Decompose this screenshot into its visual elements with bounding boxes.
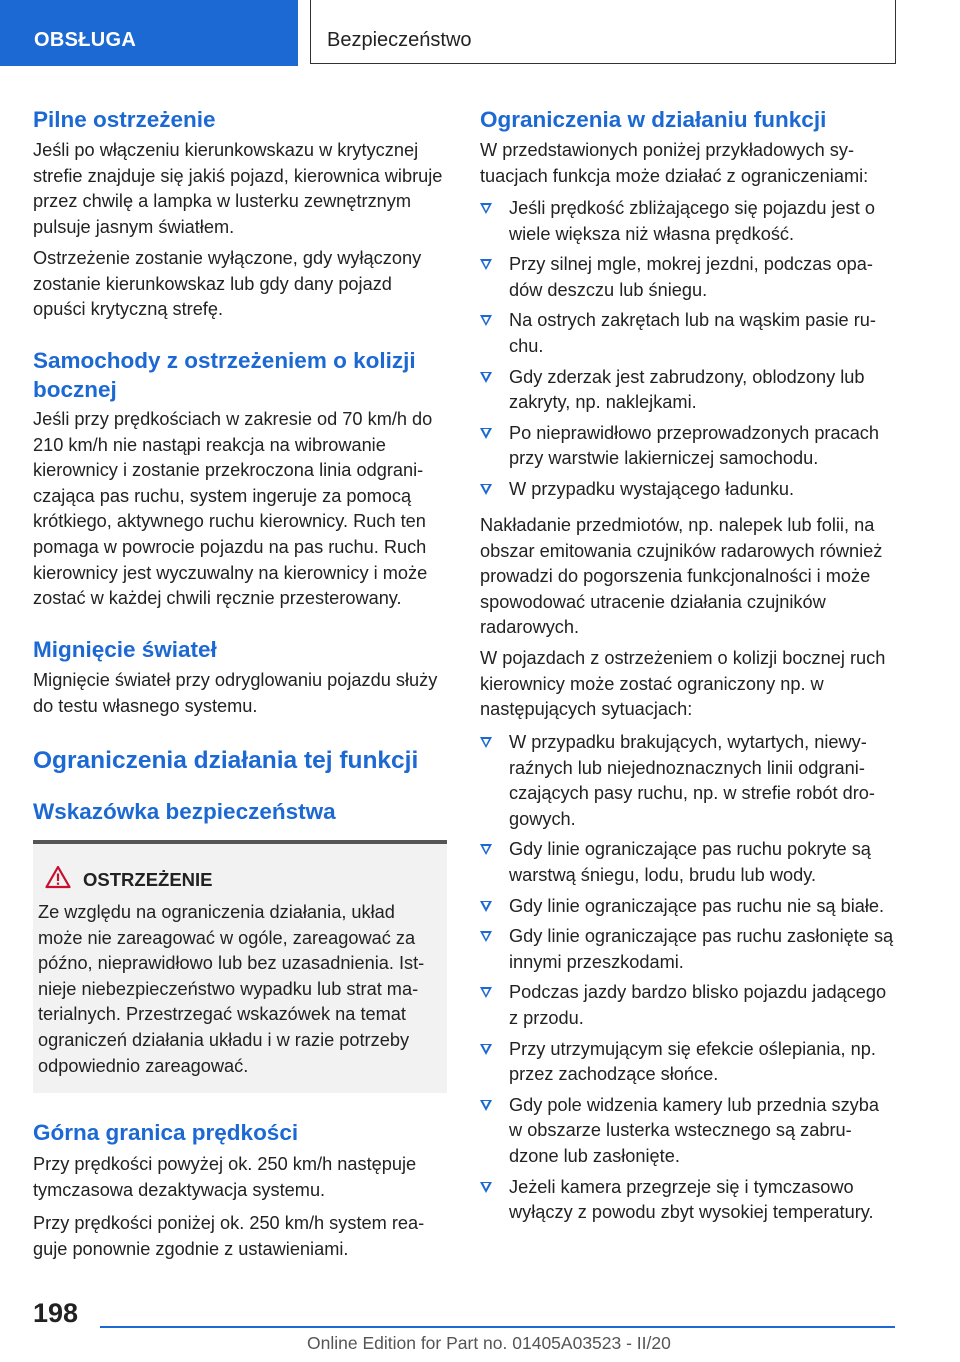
list-item: Na ostrych zakrętach lub na wąskim pasie ruchu. — [480, 308, 894, 359]
list-item: Przy utrzymującym się efekcie oślepiania, np. przez zachodzące słońce. — [480, 1037, 894, 1088]
restrictions-list — [480, 196, 894, 503]
triangle-bullet-icon — [480, 987, 492, 998]
warning-text: Ze względu na ograniczenia działania, układ może nie zareagować w ogóle, zareagować za późno, nieprawidłowo lub bez uzasadnienia. Istnieje niebezpieczeństwo wypadku lub strat materialnych. Przestrzegać wskazówek na temat ograniczeń działania układu i w razie potrzeby odpowiednio zareagować. — [38, 902, 425, 1076]
warning-triangle-icon — [45, 865, 71, 889]
triangle-bullet-icon — [480, 484, 492, 495]
paragraph-side-collision: Jeśli przy prędkościach w zakresie od 70 km/h do 210 km/h nie nastąpi reakcja na wibrowanie kierownicy i zostanie przekroczona linia odgraniczająca pas ruchu, system ingeruje za pomocą krótkiego, aktywnego ruchu kierownicy. Ruch ten pomaga w powrocie pojazdu na pas ruchu. Ruch kierownicy jest wyczuwalny na kierownicy i może zostać w każdej chwili ręcznie przesterowany. — [33, 409, 433, 609]
paragraph-speed-2: Przy prędkości poniżej ok. 250 km/h system reaguje ponownie zgodnie z ustawieniami. — [33, 1213, 425, 1259]
paragraph-stickers: Nakładanie przedmiotów, np. nalepek lub folii, na obszar emitowania czujników radarowych również prowadzi do pogorszenia funkcjonalności i może spowodować utracenie działania czujników radarowych. — [480, 515, 883, 638]
triangle-bullet-icon — [480, 1182, 492, 1193]
paragraph-speed-1: Przy prędkości powyżej ok. 250 km/h następuje tymczasowa dezaktywacja systemu. — [33, 1154, 417, 1200]
steering-limits-list — [480, 730, 894, 1226]
list-item: Po nieprawidłowo przeprowadzonych pracach przy warstwie lakierniczej samochodu. — [480, 421, 894, 472]
list-item: Gdy zderzak jest zabrudzony, oblodzony lub zakryty, np. naklejkami. — [480, 365, 894, 416]
list-item: Gdy linie ograniczające pas ruchu pokryte są warstwą śniegu, lodu, brudu lub wody. — [480, 837, 894, 888]
triangle-bullet-icon — [480, 372, 492, 383]
list-item: Przy silnej mgle, mokrej jezdni, podczas opadów deszczu lub śniegu. — [480, 252, 894, 303]
triangle-bullet-icon — [480, 931, 492, 942]
triangle-bullet-icon — [480, 259, 492, 270]
warning-title-row — [83, 868, 437, 892]
heading-safety-note: Wskazówka bezpieczeństwa — [33, 799, 336, 824]
triangle-bullet-icon — [480, 737, 492, 748]
heading-side-collision: Samochody z ostrzeżeniem o kolizji bocznej — [33, 348, 416, 402]
list-item: Gdy linie ograniczające pas ruchu zasłonięte są innymi przeszkodami. — [480, 924, 894, 975]
triangle-bullet-icon — [480, 901, 492, 912]
triangle-bullet-icon — [480, 203, 492, 214]
list-item: Jeśli prędkość zbliżającego się pojazdu jest o wiele większa niż własna prędkość. — [480, 196, 894, 247]
chapter-tab: Bezpieczeństwo — [310, 0, 896, 64]
triangle-bullet-icon — [480, 428, 492, 439]
triangle-bullet-icon — [480, 1100, 492, 1111]
heading-speed-limit: Górna granica prędkości — [33, 1120, 299, 1145]
triangle-bullet-icon — [480, 844, 492, 855]
heading-function-restrictions: Ograniczenia w działaniu funkcji — [480, 107, 827, 132]
paragraph-restrictions-intro: W przedstawionych poniżej przykładowych sytuacjach funkcja może działać z ograniczeniami: — [480, 140, 869, 186]
section-tab: OBSŁUGA — [0, 0, 298, 66]
paragraph-urgent-1: Jeśli po włączeniu kierunkowskazu w krytycznej strefie znajduje się jakiś pojazd, kierownica wibruje przez chwilę a lampka w lusterku zewnętrznym pulsuje jasnym światłem. — [33, 140, 443, 237]
paragraph-side-vehicles: W pojazdach z ostrzeżeniem o kolizji bocznej ruch kierownicy może zostać ograniczony np. w następujących sytuacjach: — [480, 648, 886, 720]
page-header — [0, 0, 960, 66]
footer-divider — [100, 1326, 895, 1328]
edition-note: Online Edition for Part no. 01405A03523 - II/20 — [307, 1333, 671, 1353]
warning-title: OSTRZEŻENIE — [83, 869, 213, 890]
paragraph-light-flash: Mignięcie świateł przy odryglowaniu pojazdu służy do testu własnego systemu. — [33, 670, 438, 716]
heading-urgent-warning: Pilne ostrzeżenie — [33, 107, 216, 132]
list-item: W przypadku brakujących, wytartych, niewyraźnych lub niejednoznacznych linii odgraniczających pasy ruchu, np. w strefie robót drogowych. — [480, 730, 894, 832]
page-number: 198 — [33, 1298, 79, 1328]
heading-function-limits: Ograniczenia działania tej funkcji — [33, 747, 419, 774]
list-item: W przypadku wystającego ładunku. — [480, 477, 894, 503]
list-item: Jeżeli kamera przegrzeje się i tymczasowo wyłączy z powodu zbyt wysokiej temperatury. — [480, 1175, 894, 1226]
list-item: Podczas jazdy bardzo blisko pojazdu jadącego z przodu. — [480, 980, 894, 1031]
triangle-bullet-icon — [480, 1044, 492, 1055]
list-item: Gdy linie ograniczające pas ruchu nie są białe. — [480, 894, 894, 920]
triangle-bullet-icon — [480, 315, 492, 326]
warning-box — [33, 840, 447, 1093]
heading-light-flash: Mignięcie świateł — [33, 637, 217, 662]
paragraph-urgent-2: Ostrzeżenie zostanie wyłączone, gdy wyłączony zostanie kierunkowskaz lub gdy dany pojazd opuści krytyczną strefę. — [33, 248, 422, 320]
list-item: Gdy pole widzenia kamery lub przednia szyba w obszarze lusterka wstecznego są zabrudzone lub zasłonięte. — [480, 1093, 894, 1170]
